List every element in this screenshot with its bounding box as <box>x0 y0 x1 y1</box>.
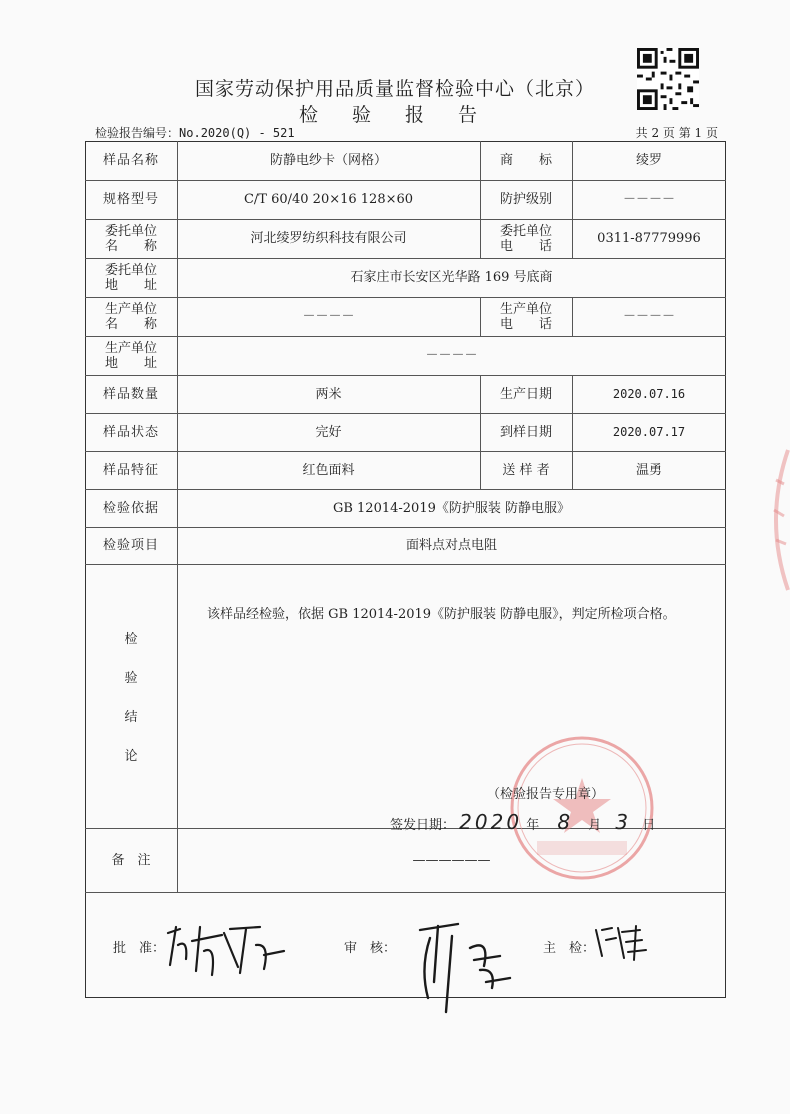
issue-day: 3 <box>615 810 629 834</box>
protection-level-value: －－－－ <box>622 192 675 207</box>
day-unit: 日 <box>642 818 656 833</box>
issue-year: 2020 <box>459 810 523 834</box>
conclusion-char: 检 <box>124 632 138 647</box>
report-number-label: 检验报告编号： <box>95 126 180 140</box>
page-count: 共 2 页 第 1 页 <box>635 126 718 140</box>
maker-phone-label-line1: 生产单位 <box>499 301 552 317</box>
report-number-value: No.2020(Q) - 521 <box>179 126 295 140</box>
maker-address-label-line2: 地 址 <box>104 355 157 371</box>
row-divider <box>85 892 726 893</box>
protection-level-label: 防护级别 <box>499 192 552 207</box>
conclusion-label <box>85 564 177 828</box>
client-name-label <box>85 219 177 258</box>
maker-name-value: －－－－ <box>302 309 355 324</box>
sample-quantity-label: 样品数量 <box>102 386 159 402</box>
sample-state-value: 完好 <box>315 424 342 440</box>
remarks-label: 备 注 <box>111 852 151 868</box>
conclusion-char: 验 <box>124 671 138 686</box>
maker-address-label-line1: 生产单位 <box>104 340 157 356</box>
client-phone-label <box>480 219 572 258</box>
maker-address-value: －－－－ <box>425 348 478 363</box>
maker-name-label-line1: 生产单位 <box>104 301 157 317</box>
review-label: 审 核： <box>344 941 397 956</box>
sample-quantity-value: 两米 <box>315 386 342 402</box>
client-phone-label-line2: 电 话 <box>499 238 552 254</box>
conclusion-text: 该样品经检验，依据 GB 12014-2019《防护服装 防静电服》，判定所检项合格。 <box>207 607 676 622</box>
client-address-label-line2: 地 址 <box>104 277 157 293</box>
maker-address-label <box>85 336 177 375</box>
remarks-value: —————— <box>412 852 491 868</box>
arrival-date-label: 到样日期 <box>499 424 552 440</box>
inspector-signature-icon <box>592 922 652 964</box>
sample-state-label: 样品状态 <box>102 424 159 440</box>
client-phone-value: 0311-87779996 <box>597 231 701 246</box>
org-title: 国家劳动保护用品质量监督检验中心（北京） <box>194 78 595 100</box>
sample-name-label: 样品名称 <box>102 153 159 168</box>
client-phone-label-line1: 委托单位 <box>499 223 552 239</box>
partial-seal-icon <box>762 440 790 600</box>
test-items-value: 面料点对点电阻 <box>405 538 497 553</box>
client-name-label-line2: 名 称 <box>104 238 157 254</box>
client-name-label-line1: 委托单位 <box>104 223 157 239</box>
year-unit: 年 <box>526 818 540 833</box>
production-date-label: 生产日期 <box>499 386 552 402</box>
test-basis-label: 检验依据 <box>102 500 159 516</box>
sample-name-value: 防静电纱卡（网格） <box>269 153 387 168</box>
qr-code-icon <box>637 48 699 110</box>
issue-date-label: 签发日期： <box>390 818 456 833</box>
arrival-date-value: 2020.07.17 <box>612 424 686 439</box>
sample-feature-value: 红色面料 <box>302 462 355 478</box>
client-address-label-line1: 委托单位 <box>104 262 157 278</box>
report-number <box>95 124 295 141</box>
month-unit: 月 <box>588 818 602 833</box>
client-address-value: 石家庄市长安区光华路 169 号底商 <box>350 270 553 285</box>
approver-signature-icon <box>160 915 300 985</box>
report-title: 检 验 报 告 <box>298 104 492 126</box>
production-date-value: 2020.07.16 <box>612 386 686 401</box>
sender-value: 温勇 <box>635 462 662 478</box>
main-inspector-label: 主 检： <box>543 941 596 956</box>
stamp-note: （检验报告专用章） <box>487 787 605 802</box>
sample-feature-label: 样品特征 <box>102 462 159 478</box>
spec-label: 规格型号 <box>102 192 159 207</box>
reviewer-signature-icon <box>400 908 530 1016</box>
test-basis-value: GB 12014-2019《防护服装 防静电服》 <box>332 500 571 516</box>
maker-phone-value: －－－－ <box>622 309 675 324</box>
row-divider <box>85 564 726 565</box>
client-name-value: 河北绫罗纺织科技有限公司 <box>250 231 407 246</box>
maker-name-label-line2: 名 称 <box>104 316 157 332</box>
spec-value: C/T 60/40 20×16 128×60 <box>243 192 414 207</box>
conclusion-char: 结 <box>124 710 138 725</box>
sender-label: 送 样 者 <box>502 462 550 478</box>
approve-label: 批 准： <box>113 941 166 956</box>
maker-phone-label-line2: 电 话 <box>499 316 552 332</box>
trademark-value: 绫罗 <box>635 153 662 168</box>
client-address-label <box>85 258 177 297</box>
maker-phone-label <box>480 297 572 336</box>
trademark-label: 商 标 <box>499 153 552 168</box>
conclusion-char: 论 <box>124 749 138 764</box>
test-items-label: 检验项目 <box>102 538 159 553</box>
maker-name-label <box>85 297 177 336</box>
issue-month: 8 <box>557 810 571 834</box>
